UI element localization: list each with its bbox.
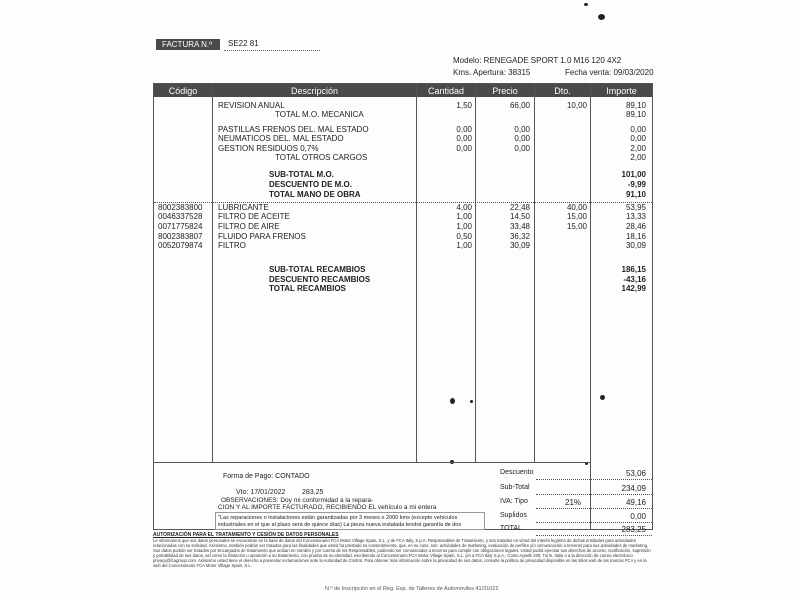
- cell-amount: -43,16: [623, 275, 646, 284]
- ink-mark: [450, 398, 455, 404]
- cell-desc: SUB-TOTAL RECAMBIOS: [269, 265, 366, 274]
- cell-desc: FILTRO: [218, 241, 246, 250]
- factura-label: FACTURA N.º: [156, 39, 220, 50]
- warranty-note-continued: industriales en el que al plazo será de quince días) La pieza nueva instalada tendrá garantía de dos: [218, 522, 462, 528]
- observations-continued: CION Y AL IMPORTE FACTURADO, RECIBIENDO EL vehículo a mi entera: [218, 504, 437, 511]
- cell-amount: 18,16: [625, 232, 646, 241]
- ink-mark: [600, 395, 605, 400]
- cell-price: 33,48: [509, 222, 530, 231]
- cell-amount: 30,09: [625, 241, 646, 250]
- cell-code: 8002383800: [158, 203, 203, 212]
- cell-desc: TOTAL OTROS CARGOS: [275, 153, 368, 162]
- cell-desc: FILTRO DE AIRE: [218, 222, 280, 231]
- totals-label: Descuento: [500, 469, 534, 476]
- totals-rule: [536, 494, 652, 495]
- cell-desc: REVISION ANUAL: [218, 101, 285, 110]
- cell-amount: 101,00: [621, 170, 646, 179]
- column-header-amount: Importe: [591, 84, 652, 97]
- totals-value: 0,00: [630, 512, 646, 521]
- footer-separator: [154, 462, 590, 463]
- cell-price: 0,00: [514, 134, 530, 143]
- cell-amount: 186,15: [621, 265, 646, 274]
- due-amount: 283,25: [302, 489, 324, 496]
- vehicle-model: Modelo: RENEGADE SPORT 1.0 M16 120 4X2: [453, 56, 622, 65]
- legal-title: AUTORIZACIÓN PARA EL TRATAMIENTO Y CESIÓN DE DATOS PERSONALES: [153, 532, 339, 538]
- cell-amount: 13,33: [625, 212, 646, 221]
- cell-code: 0071775824: [158, 222, 203, 231]
- cell-qty: 0,00: [456, 144, 472, 153]
- column-header-code: Código: [154, 84, 212, 97]
- totals-rule: [536, 535, 652, 536]
- cell-code: 0052079874: [158, 241, 203, 250]
- totals-value: 49,16: [625, 498, 646, 507]
- cell-price: 0,00: [514, 144, 530, 153]
- factura-underline: [224, 50, 320, 51]
- cell-dto: 15,00: [566, 222, 587, 231]
- cell-desc: DESCUENTO RECAMBIOS: [269, 275, 371, 284]
- cell-code: 0046337528: [158, 212, 203, 221]
- cell-dto: 15,00: [566, 212, 587, 221]
- cell-desc: TOTAL M.O. MECANICA: [275, 110, 364, 119]
- column-header-quantity: Cantidad: [417, 84, 475, 97]
- cell-price: 14,50: [509, 212, 530, 221]
- cell-desc: FILTRO DE ACEITE: [218, 212, 290, 221]
- cell-qty: 0,50: [456, 232, 472, 241]
- warranty-note: "Las reparaciones o instalaciones están garantizadas por 3 meses o 2000 kms (excepto vehículos: [218, 515, 458, 521]
- cell-amount: 2,00: [630, 144, 646, 153]
- cell-qty: 1,00: [456, 212, 472, 221]
- cell-amount: 53,95: [625, 203, 646, 212]
- column-divider: [534, 84, 535, 462]
- cell-amount: 89,10: [625, 110, 646, 119]
- cell-amount: 142,99: [621, 284, 646, 293]
- cell-amount: 28,46: [625, 222, 646, 231]
- cell-qty: 1,00: [456, 222, 472, 231]
- totals-rule: [536, 522, 652, 523]
- cell-dto: 40,00: [566, 203, 587, 212]
- totals-label: TOTAL: [500, 525, 522, 532]
- column-divider: [416, 84, 417, 462]
- registry-number: N.º de Inscripción en el Reg. Esp. de Talleres de Automóviles 41/31022: [325, 586, 499, 592]
- sale-date: Fecha venta: 09/03/2020: [565, 68, 654, 77]
- cell-amount: 91,10: [625, 190, 646, 199]
- column-header-price: Precio: [476, 84, 534, 97]
- column-divider: [475, 84, 476, 462]
- cell-price: 66,00: [509, 101, 530, 110]
- payment-method: Forma de Pago: CONTADO: [223, 473, 310, 480]
- cell-price: 0,00: [514, 125, 530, 134]
- cell-code: 8002383807: [158, 232, 203, 241]
- column-divider: [212, 84, 213, 462]
- totals-value: 53,06: [625, 469, 646, 478]
- cell-desc: NEUMATICOS DEL. MAL ESTADO: [218, 134, 344, 143]
- legal-text: Le informamos que sus datos personales se encuentran en la base de datos del Concesionario FCA Motor Village Spain, S.L. y de FCA Italy, S.p.A. Responsables de Tratamiento, y son tratados en virtud del interés legítimo de dichas entidades para actividades relacionadas con su solicitud. Asimismo, también podrán ser tratados para las finalidades que usted ha prestado su consentimiento, que, en su caso, son: actividades de marketing, evaluación de perfiles y/o comunicación a terceros para sus actividades de marketing. Sus datos podrán ser tratados por Encargados de tratamiento que actúan en nombre y por cuenta de los Responsables, pudiendo ser comunicados a terceros para cumplir con obligaciones legales. Usted podrá ejercitar sus derechos de acceso, rectificación, supresión y portabilidad de sus datos, así como la limitación u oposición a su tratamiento, con prueba de su identidad, escribiendo al Concesionario FCA Motor Village Spain, S.L. y/o a FCA Italy S.p.A., Corso Agnelli 200, Turín, Italia o a la dirección de correo electrónico privacy@fcagroup.com. Asimismo usted tiene el derecho a presentar reclamaciones ante la Autoridad de Control. Para obtener más información sobre la privacidad de sus datos, consulte la política de privacidad disponible en las sitios web de las marcas FCA y en la web del Concesionario FCA Motor Village Spain, S.L.: [153, 538, 651, 568]
- ink-mark: [584, 3, 588, 6]
- totals-rate: 21%: [565, 498, 582, 507]
- totals-label: Suplidos: [500, 512, 527, 519]
- totals-label: IVA: Tipo: [500, 498, 528, 505]
- cell-qty: 0,00: [456, 134, 472, 143]
- column-header-discount: Dto.: [535, 84, 590, 97]
- cell-desc: FLUIDO PARA FRENOS: [218, 232, 306, 241]
- cell-price: 30,09: [509, 241, 530, 250]
- cell-qty: 0,00: [456, 125, 472, 134]
- column-header-description: Descripción: [213, 84, 416, 97]
- totals-rule: [536, 479, 652, 480]
- cell-qty: 4,00: [456, 203, 472, 212]
- due-date: Vto: 17/01/2022: [236, 489, 286, 496]
- cell-desc: TOTAL MANO DE OBRA: [269, 190, 361, 199]
- cell-qty: 1,00: [456, 241, 472, 250]
- totals-label: Sub-Total: [500, 484, 530, 491]
- cell-price: 36,32: [509, 232, 530, 241]
- cell-amount: 0,00: [630, 125, 646, 134]
- cell-desc: SUB-TOTAL M.O.: [269, 170, 334, 179]
- cell-qty: 1,50: [456, 101, 472, 110]
- column-divider: [590, 84, 591, 530]
- cell-desc: DESCUENTO DE M.O.: [269, 180, 352, 189]
- totals-rule: [536, 508, 652, 509]
- vehicle-kms: Kms. Apertura: 38315: [453, 68, 531, 77]
- observations: OBSERVACIONES: Doy mi conformidad a la repara-: [221, 497, 374, 504]
- ink-mark: [470, 400, 473, 403]
- cell-price: 22,48: [509, 203, 530, 212]
- cell-amount: -9,99: [627, 180, 646, 189]
- cell-dto: 10,00: [566, 101, 587, 110]
- cell-amount: 89,10: [625, 101, 646, 110]
- cell-desc: TOTAL RECAMBIOS: [269, 284, 346, 293]
- cell-desc: LUBRICANTE: [218, 203, 269, 212]
- totals-value: 283,25: [621, 525, 646, 534]
- cell-desc: PASTILLAS FRENOS DEL. MAL ESTADO: [218, 125, 369, 134]
- cell-desc: GESTION RESIDUOS 0,7%: [218, 144, 319, 153]
- factura-number: SE22 81: [228, 39, 259, 48]
- cell-amount: 0,00: [630, 134, 646, 143]
- cell-amount: 2,00: [630, 153, 646, 162]
- totals-value: 234,09: [621, 484, 646, 493]
- ink-mark: [598, 14, 605, 20]
